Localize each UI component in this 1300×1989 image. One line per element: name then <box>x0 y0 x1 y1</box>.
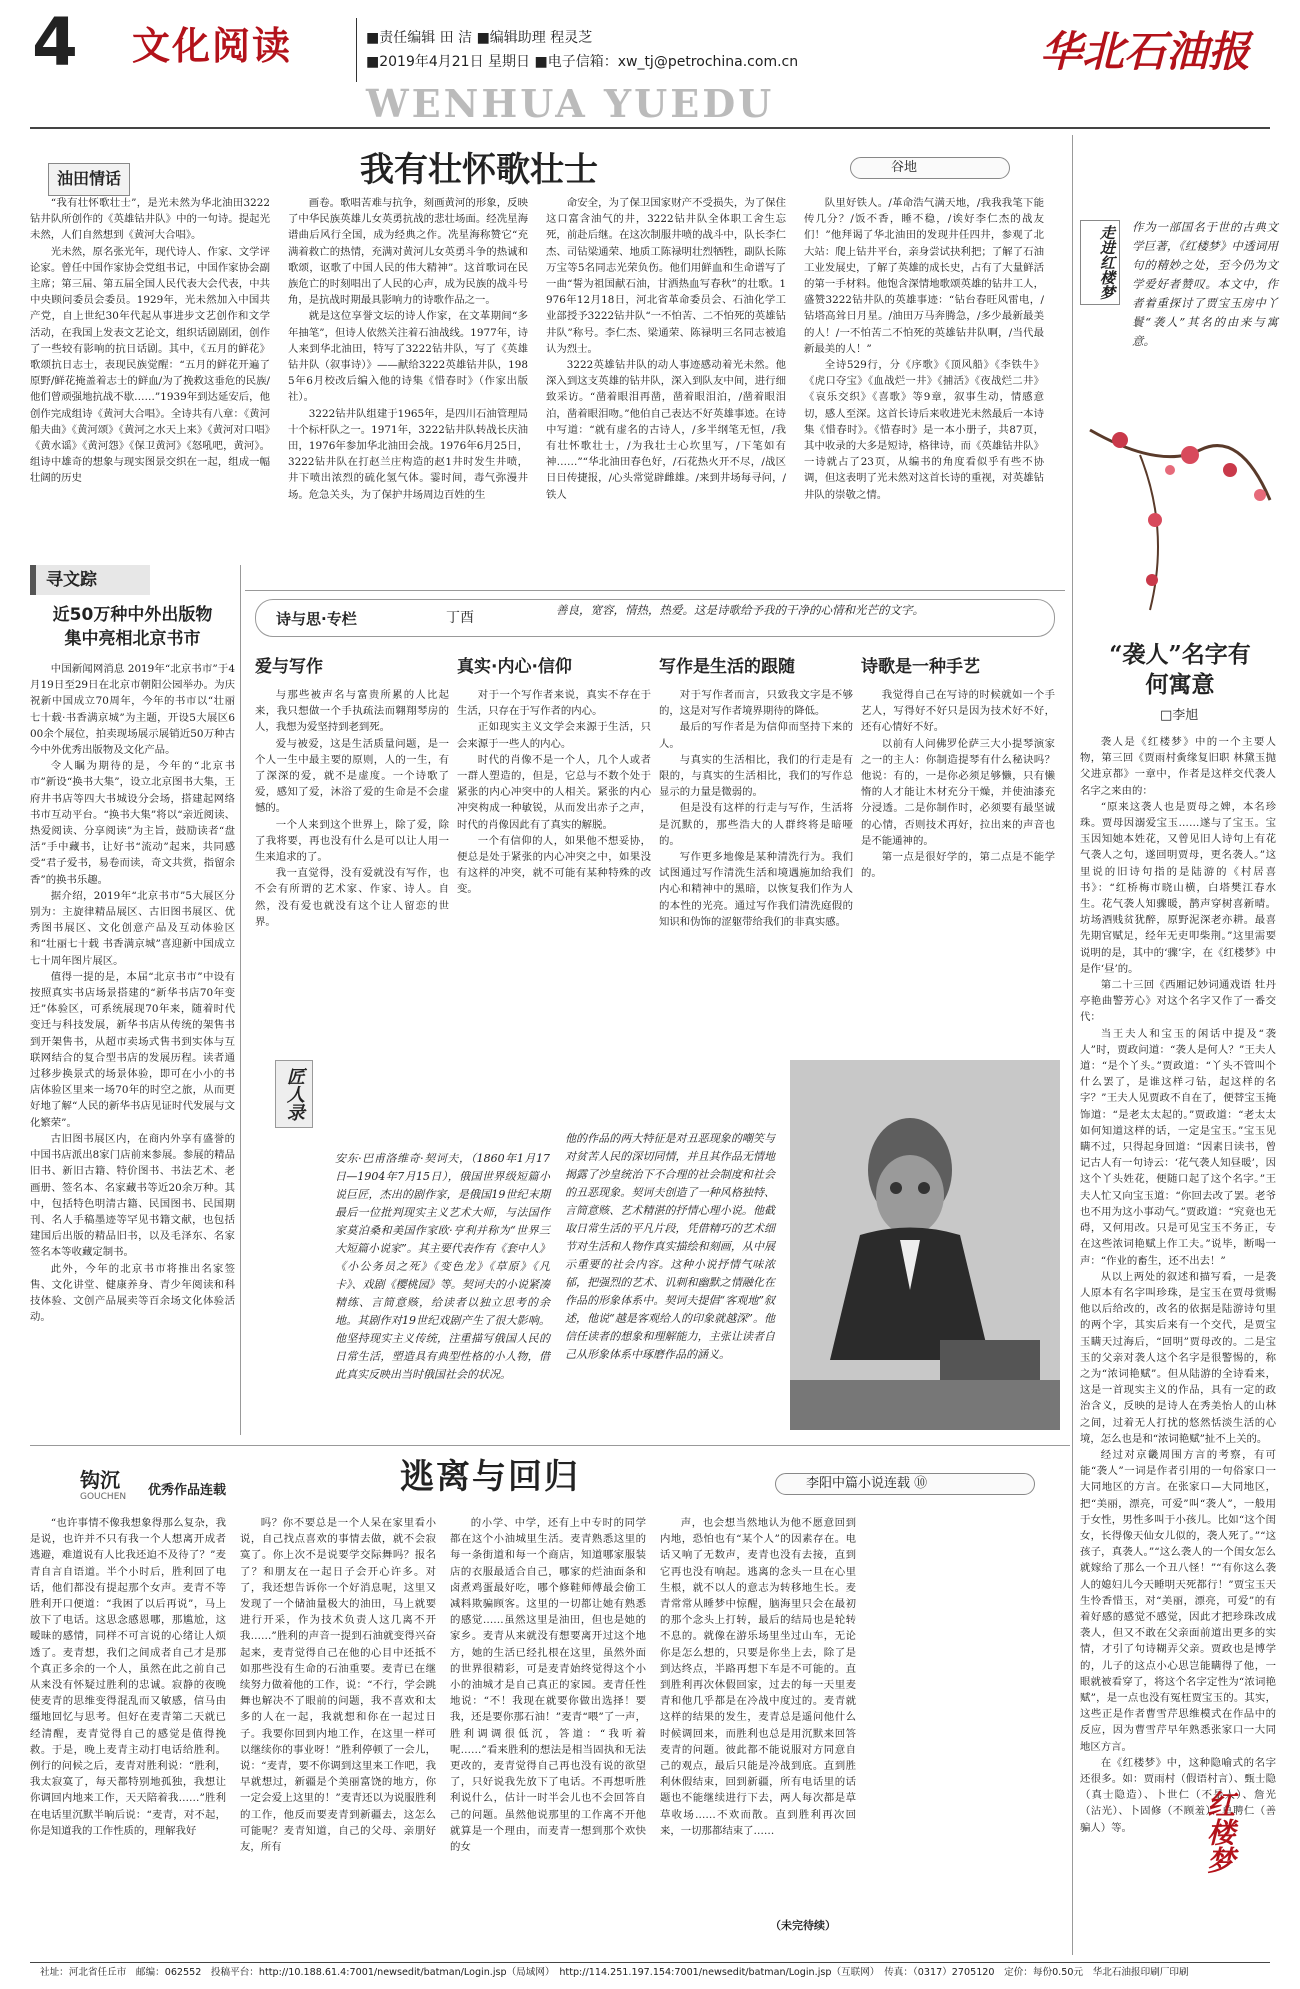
paragraph: 以前有人问佛罗伦萨三大小提琴演家之一的主人：你制造提琴有什么秘诀吗？他说：有的，一是你必须足够懒，只有懒惰的人才能让木材充分干燥，并使油漆充分浸透。二是你制作时，必须要有最坚诚的心情，否则技术再好，拉出来的声音也是不能通神的。 <box>861 737 1055 847</box>
paragraph: 经过对京畿周围方言的考察，有可能“袭人”一词是作者引用的一句俗家口一大同地区的方言。在张家口—大同地区，把“美丽，漂亮，可爱”叫“袭人”，一般用于女性，男性多叫于小孩儿。比如“这个闺女，长得像天仙女儿似的，袭人死了。”“这孩子，真袭人。”“这么袭人的一个闺女怎么就嫁给了那么一个丑八怪！”“有你这么袭人的媳妇儿今天睡明天死都行！”贾宝玉天生怜香惜玉，对“美丽，漂亮，可爱”的有着好感的感觉不感觉，因此才把珍珠改成袭人，但又不敢在父亲面前道出更多的实情，才引了句诗糊弄父亲。贾政也是博学的，儿子的这点小心思岂能瞒得了他，一眼就被看穿了，将这个名字定性为“浓词艳赋”，是一点也没有冤枉贾宝玉的。其实，这些正是作者曹雪芹思维模式在作品中的反应，因为曹雪芹早年熟悉张家口一大同地区方言。 <box>1080 1448 1276 1753</box>
section-title: 文化阅读 <box>132 24 293 68</box>
paragraph: 队里好铁人。/革命浩气满天地，/我我我笔下能传几分？/饭不香，睡不稳，/诶好李仁杰的战友们！”他拜谒了华北油田的发现井任四井，参观了北大站：爬上钻井平台，亲身尝试抉利把；了解了石油工业发展史，了解了英雄的成长史，占有了大量鲜活的第一手材料。他饱含深情地歌颂英雄的钻井工人，盛赞3222钻井队的英雄事迹：“钻台春旺风雷电，/钻塔高耸日月星。/油田万马奔腾急，/多少最新最美的人！/一不怕苦二不怕死的英雄钻井队啊，/当代最新最美的人！” <box>804 197 1044 355</box>
masthead-divider <box>356 18 357 82</box>
hlm-logo: 红楼梦 <box>1203 1790 1236 1874</box>
feature-author <box>850 157 1010 179</box>
paragraph: 最后的写作者是为信仰而坚持下来的人。 <box>659 721 853 750</box>
paragraph: 当王夫人和宝玉的闲话中提及“袭人”时，贾政问道：“袭人是何人？”王夫人道：“是个丫头。”贾政道：“丫头不管叫个什么罢了，是谁这样刁钻，起这样的名字？”王夫人见贾政不自在了，便替宝玉掩饰道：“是老太太起的。”贾政道：“老太太如何知道这样的话，一定是宝玉。”宝玉见瞒不过，只得起身回道：“因素日读书，曾记古人有一句诗云：‘花气袭人知昼暖’，因这个丫头姓花，便随口起了这个名字。”王夫人忙又向宝玉道：“你回去改了罢。老爷也不用为这小事动气。”贾政道：“究竟也无碍，又何用改。只是可见宝玉不务正，专在这些浓词艳赋上作工夫。”说毕，断喝一声：“作业的畜生，还不出去！” <box>1080 1027 1276 1267</box>
paragraph: 时代的肖像不是一个人，几个人或者一群人塑造的，但是，它总与不数个处于紧张的内心冲突中的人相关。紧张的内心冲突构成一种敏锐，从而发出赤子之声，时代的肖像因此有了真实的解脱。 <box>457 753 651 831</box>
paragraph: 值得一提的是，本届“北京书市”中设有按照真实书店场景搭建的“新华书店70年变迁”体验区，可系统展现70年来，随着时代变迁与科技发展，新华书店从传统的架售书到开架售书，从超市卖场式售书到实体与互联网结合的复合型书店的发展历程。读者通过移步换景式的场景体验，即可在小小的书店体验区里来一场70年的时空之旅，从而更好地了解“人民的新华书店见证时代发展与文化繁荣”。 <box>30 970 235 1129</box>
feature-article <box>30 135 1070 555</box>
paragraph: 在《红楼梦》中，这种隐喻式的名字还很多。如：贾雨村（假语村言）、甄士隐（真士隐造）、卜世仁（不是人）、詹光（沾光）、卜固修（不顾羞）、单聘仁（善骗人）等。 <box>1080 1756 1276 1834</box>
serial-column-en: GOUCHEN <box>80 1492 127 1502</box>
masthead <box>0 0 1300 125</box>
hlm-article <box>1080 640 1280 1960</box>
hlm-intro-box <box>1080 210 1280 400</box>
paragraph: 古旧图书展区内，在商内外享有盛誉的中国书店派出8家门店前来参展。参展的精品旧书、新旧古籍、特价图书、书法艺术、老画册、签名本、名家藏书等近20余万种。其中，包括特色明清古籍、民国图书、民国期刊、名人手稿墨迹等罕见书籍文献，也包括建国后出版的精品旧书，以及毛泽东、名家签名本等收藏定制书。 <box>30 1132 235 1259</box>
hlm-title-text: “袭人”名字有何寓意 <box>1109 641 1251 698</box>
paragraph: 3222钻井队组建于1965年，是四川石油管理局十个标杆队之一。1971年，3222钻井队转战长庆油田，1976年参加华北油田会战。1976年6月25日，3222钻井队在打赵兰庄构造的赵1井时发生井喷，井下喷出浓烈的硫化氢气体。霎时间，毒气弥漫井场。危急关头，为了保护井场周边百姓的生 <box>288 407 528 501</box>
paragraph: 对于写作者而言，只致我文字是不够的，这是对写作者境界期待的降低。 <box>659 689 853 718</box>
paper-logo: 华北石油报 <box>1040 27 1251 76</box>
jiangren-col-2: 他的作品的两大特征是对丑恶现象的嘲笑与对贫苦人民的深切同情，并且其作品无情地揭露了沙皇统治下不合理的社会制度和社会的丑恶现象。契诃夫创造了一种风格独特、言简意赅、艺术精湛的抒情心理小说。他截取日常生活的平凡片段，凭借精巧的艺术细节对生活和人物作真实描绘和刻画，从中展示重要的社会内容。这种小说抒情气味浓郁，把强烈的艺术、讥刺和幽默之情融化在作品的形象体系中。契诃夫提倡“客观地”叙述，他说“越是客观给人的印象就越深”。他信任读者的想象和理解能力，主张让读者自己从形象体系中琢磨作品的涵义。 <box>565 1132 775 1361</box>
feature-col-3 <box>546 195 786 547</box>
paragraph: 画卷。歌唱苦难与抗争，刻画黄河的形象，反映了中华民族英雄儿女英勇抗战的悲壮场面。经冼星海谱曲后风行全国，成为经典之作。冼星海称赞它“充满着救亡的热情，充满对黄河儿女英勇斗争的热诚和歌颂，讴歌了中国人民的伟大精神”。这首歌词在民族危亡的时刻唱出了人民的心声，成为民族的战斗号角，是抗战时期最具影响力的诗歌作品之一。 <box>288 197 528 307</box>
poetry-section-body <box>457 687 651 1007</box>
poetry-section-title: 诗歌是一种手艺 <box>861 657 980 677</box>
poetry-section <box>457 653 651 1013</box>
editor-line: ■责任编辑 田 洁 ■编辑助理 程灵芝 <box>366 30 593 46</box>
serial-top-rule <box>30 1445 1070 1446</box>
feature-col-1 <box>30 195 270 547</box>
poetry-column-name: 诗与思·专栏 <box>276 610 357 628</box>
poetry-section <box>861 653 1055 1013</box>
hlm-body <box>1080 734 1276 1834</box>
paragraph: 一个有信仰的人，如果他不想妥协，便总是处于紧张的内心冲突之中，如果没有这样的冲突，就不可能有某种特殊的改变。 <box>457 834 651 896</box>
poetry-column <box>245 590 1065 1020</box>
serial-col-1: “也许事情不像我想象得那么复杂，我是说，也许并不只有我一个人想离开成者逃避，难道说有人比我还迫不及待了？”麦青自言自语道。半个小时后，胜利回了电话，他们都没有提起那个女声。麦青不等胜利开口便道：“我困了以后再说”，马上放下了电话。这思念感恩哪，那尴尬，这暧昧的感情，同样不可言说的心绪让人烦透了。麦青想，我们之间成者自己才是那个真正多余的一个人，虽然在此之前自己从来没有怀疑过胜利的忠诚。寂静的夜晚使麦青的思维变得混乱而又敏感，信马由缰地回忆与思考。但好在麦青第二天就已经清醒，麦青觉得自己的感觉是值得挽救。于是，晚上麦青主动打电话给胜利。例行的问候之后，麦青对胜利说：“胜利，我太寂寞了，每天都特别地孤独，我想让你调回内地来工作，天天陪着我……”胜利在电话里沉默半晌后说：“麦青，对不起，你是知道我的工作性质的，理解我好 <box>30 1517 226 1837</box>
paragraph: 与真实的生活相比，我们的行走是有限的，与真实的生活相比，我们的写作总显示的力量是微弱的。 <box>659 753 853 799</box>
feature-col-4 <box>804 195 1044 547</box>
chekhov-portrait <box>790 1060 1060 1430</box>
serial-subtitle: 优秀作品连载 <box>148 1483 227 1498</box>
separator <box>240 565 241 1435</box>
paragraph: 爱与被爱，这是生活质量问题，是一个人一生中最主要的原则，人的一生，有了深深的爱，就不是虚度。一个诗歌了爱，感知了爱，沐浴了爱的生命是不会虚憾的。 <box>255 737 449 815</box>
jiangren-col-1: 安东·巴甫洛维奇·契诃夫，（1860年1月17日—1904年7月15日），俄国世界级短篇小说巨匠，杰出的剧作家，是俄国19世纪末期最后一位批判现实主义艺术大师，与法国作家莫泊桑和美国作家欧·亨利并称为“世界三大短篇小说家”。其主要代表作有《套中人》《小公务员之死》《变色龙》《草原》《凡卡》、戏剧《樱桃园》等。契诃夫的小说紧凑精练、言简意赅，给读者以独立思考的余地。其剧作对19世纪戏剧产生了很大影响。他坚持现实主义传统，注重描写俄国人民的日常生活，塑造具有典型性格的小人物，借此真实反映出当时俄国社会的状况。 <box>335 1152 550 1381</box>
hlm-body-tail <box>1080 1790 1190 1930</box>
jiangren-tag: 匠人录 <box>275 1060 313 1128</box>
paragraph: 据介绍，2019年“北京书市”5大展区分别为：主旋律精品展区、古旧图书展区、优秀图书展区、文化创意产品及互动体验区和“壮丽七十载 书香满京城”喜迎新中国成立七十周年图片展区。 <box>30 889 235 967</box>
paragraph: 中国新闻网消息 2019年“北京书市”于4月19日至29日在北京市朝阳公园举办。为庆祝新中国成立70周年，今年的书市以“壮丽七十载·书香满京城”为主题，开设5大展区600余个展位，拍卖现场展示展销近50万种古今中外优秀出版物及文化产品。 <box>30 663 235 757</box>
poetry-section-title: 真实·内心·信仰 <box>457 657 572 677</box>
poetry-section-body <box>861 687 1055 1007</box>
plum-blossom-illustration <box>1080 410 1280 640</box>
serial-section <box>30 1445 1070 1950</box>
hlm-intro: 作为一部国名于世的古典文学巨著，《红楼梦》中透词用句的精妙之处，至今仍为文学爱好者赞叹。本文中，作者着重探讨了贾宝玉房中丫鬟“袭人”其名的由来与寓意。 <box>1132 220 1278 348</box>
poetry-section-title: 爱与写作 <box>255 657 323 677</box>
poetry-section-body <box>659 687 853 1007</box>
paragraph: 第二十三回《西厢记妙词通戏语 牡丹亭艳曲警芳心》对这个名字又作了一番交代： <box>1080 979 1276 1024</box>
paragraph: 但是没有这样的行走与写作，生活将是沉默的，那些浩大的人群终将是暗哑的。 <box>659 802 853 847</box>
hlm-column-badge: 走进红楼梦 <box>1080 220 1120 305</box>
paragraph: 我觉得自己在写诗的时候就如一个手艺人，写得好不好只是因为技术好不好，还有心情好不好。 <box>861 689 1055 734</box>
serial-col-2: 吗？你不要总是一个人呆在家里看小说，自己找点喜欢的事情去做，就不会寂寞了。你上次不是说要学交际舞吗？报名了？和朋友在一起日子会开心许多。对了，我还想告诉你一个好消息呢，这里又发现了一个储油量极大的油田，马上就要进行开采，作为技术负责人这几离不开我……”胜利的声音一提到石油就变得兴奋起来，麦青觉得自己在他的心目中还抵不如那些没有生命的石油重要。麦青已在继续努力做着他的工作，说：“不行，学会跳舞也解决不了眼前的问题，我不喜欢和太多的人在一起，我就想和你在一起过日子。我要你回到内地工作，在这里一样可以继续你的事业呀！”胜利停顿了一会儿，说：“麦青，要不你调到这里来工作吧，我早就想过，新疆是个美丽富饶的地方，你一定会爱上这里的！”麦青还以为说服胜利的工作，他反而要麦青到新疆去，这怎么可能呢？麦青知道，自己的父母、亲朋好友，所有 <box>240 1517 436 1854</box>
paragraph: 令人瞩为期待的是，今年的“北京书市”新设“换书大集”，设立北京图书大集，王府井书店等四大书城设分会场，搭建起网络书市互动平台。“换书大集”将以“亲近阅读、热爱阅读、分享阅读”为主旨，鼓励读者“盘活”手中藏书，让好书“流动”起来，共同感受“君子爱书，易卷而读，奇文共赏，指留余香”的换书乐趣。 <box>30 760 235 886</box>
poetry-section-title: 写作是生活的跟随 <box>659 657 795 677</box>
paragraph: 袭人是《红楼梦》中的一个主要人物，第三回《贾雨村夤缘复旧职 林黛玉抛父进京都》一章中，作者是这样交代袭人名字之来由的： <box>1080 736 1276 797</box>
xunwen-title-1: 近50万种中外出版物 <box>52 605 213 625</box>
serial-title: 逃离与回归 <box>400 1457 580 1497</box>
paragraph: 全诗529行，分《序歌》《顶风船》《李铁牛》《虎口夺宝》《血战烂一井》《捕活》《夜战烂二井》《哀乐交织》《喜歌》等9章，叙事生动，情感意切，感人至深。这首长诗后来收进光未然最后一本诗集《惜春时》。《惜春时》是一本小册子，共87页，其中收录的大多是短诗，格律诗，而《英雄钻井队》一诗就占了23页，从编书的角度看似乎有些不协调，但这表明了光未然对这首长诗的重视，对英雄钻井队的崇敬之情。 <box>804 359 1044 501</box>
paragraph: 3222英雄钻井队的动人事迹感动着光未然。他深入到这支英雄的钻井队，深入到队友中间，进行细致采访。“凿着眼泪再凿，凿着眼泪泊，/凿着眼泪泊，凿着眼泪吻。”他伯自己表达不好英雄事迹。在诗中写道：“就有虚名的古诗人，/多半纲笔无恒，/我有壮怀歌壮士，/为我壮士心坎里写，/下笔如有神……”“华北油田春色好，/石花热火开不尽，/战区日日传捷报，/心头常觉辟雌雄。/来到井场每寻问，/铁人 <box>546 359 786 501</box>
paragraph: 命安全，为了保卫国家财产不受损失，为了保住这口富含油气的井，3222钻井队全体职工舍生忘死，前赴后继。在这次制服井喷的战斗中，队长李仁杰、司钻梁通荣、地质工陈禄明壮烈牺牲，副队长陈万宝等5名同志光荣负伤。他们用鲜血和生命谱写了一曲“誓为祖国献石油，甘洒热血写春秋”的壮歌。1976年12月18日，河北省革命委员会、石油化学工业部授予3222钻井队“一不怕苦、二不怕死的英雄钻井队”称号。李仁杰、梁通荣、陈禄明三名同志被追认为烈士。 <box>546 197 786 355</box>
masthead-rule <box>30 127 1270 129</box>
paragraph: 光未然，原名张光年，现代诗人、作家、文学评论家。曾任中国作家协会党组书记，中国作家协会副主席；第三届、第五届全国人民代表大会代表，中共中央顾问委员会委员。1929年，光未然加入中国共产党，自上世纪30年代起从事进步文艺创作和文学活动，在我国上发表文艺论文，组织话剧剧团，创作了一些较有影响的抗日话剧。其中，《五月的鲜花》歌颂抗日志士，表现民族觉醒：“五月的鲜花开遍了原野/鲜花掩盖着志士的鲜血/为了挽救这垂危的民族/他们曾顽强地抗战不歇……”1939年到达延安后，他创作完成组诗《黄河大合唱》。全诗共有八章：《黄河船夫曲》《黄河颂》《黄河之水天上来》《黄河对口唱》《黄水谣》《黄河怨》《保卫黄河》《怒吼吧，黄河》。组诗中雄奇的想象与现实图景交织在一起，组成一幅壮阔的历史 <box>30 245 270 485</box>
hlm-author: □李旭 <box>1160 708 1199 723</box>
paragraph: 就是这位享誉文坛的诗人作家，在文革期间“多年抽笔”，但诗人依然关注着石油战线。1977年，诗人来到华北油田，特写了3222钻井队，写了《英雄钻井队（叙事诗）》——献给3222英雄钻井队，1985年6月校改后编入他的诗集《惜春时》（作家出版社）。 <box>288 310 528 404</box>
hlm-title <box>1080 640 1280 700</box>
serial-to-be-continued: （未完待续） <box>770 1919 836 1932</box>
poetry-section <box>255 653 449 1013</box>
paragraph: 写作更多地像是某种清洗行为。我们试图通过写作清洗生活和境遇施加给我们内心和精神中的黑暗，以恢复我们作为人的本性的光亮。通过写作我们清洗庭假的知识和伪饰的涩躯带给我们的非真实感。 <box>659 851 853 928</box>
poetry-header <box>255 599 1055 637</box>
separator <box>1072 135 1073 1955</box>
serial-column: 钩沉 <box>80 1468 120 1492</box>
paragraph: 一个人来到这个世界上，除了爱，除了我将要，再也没有什么是可以让人用一生来追求的了。 <box>255 818 449 864</box>
serial-col-3: 的小学、中学，还有上中专时的同学都在这个小油城里生活。麦青熟悉这里的每一条街道和每一个商店，知道哪家服装店的衣服最适合自己，哪家的烂油面条和卤煮鸡蛋最好吃，哪个修鞋师傅最会偷工减料欺骗顾客。这里的一切都让她有熟悉的感觉……虽然这里是油田，但也是她的家乡。麦青从来就没有想要离开过这个地方，她的生活已经扎根在这里，虽然外面的世界很精彩，可是麦青始终觉得这个小小的油城才是自己真正的家园。麦青任性地说：“不！我现在就要你做出选择！要我，还是要你那石油！”麦青“喂”了一声，胜利调调很低沉，答道：“我听着呢……”看来胜利的想法是相当固执和无法更改的，麦青觉得自己再也没有说的欲望了，只好说我先放下了电话。不再想听胜利说什么，估计一时半会儿也不会回答自己的问题。虽然他说那里的工作离不开他就算是一个理由，而麦青一想到那个欢快的女 <box>450 1517 646 1854</box>
author-name: 谷地 <box>891 160 918 175</box>
xunwen-title-2: 集中亮相北京书市 <box>64 629 201 649</box>
paragraph: 此外，今年的北京书市将推出名家签售、文化讲堂、健康养身、青少年阅读和科技体验、文创产品展卖等百余场文化体验活动。 <box>30 1262 235 1324</box>
poetry-motto: 善良，宽容，情热，热爱。这是诗歌给予我的干净的心情和光芒的文字。 <box>556 603 924 617</box>
serial-author-tag <box>775 1473 1035 1495</box>
poetry-author: 丁酉 <box>446 610 474 626</box>
serial-author: 李阳中篇小说连载 ⑩ <box>806 1476 928 1491</box>
date-line: ■2019年4月21日 星期日 ■电子信箱：xw_tj@petrochina.com.cn <box>366 54 799 70</box>
paragraph: “原来这袭人也是贾母之婢，本名珍珠。贾母因溺爱宝玉……遂与了宝玉。宝玉因知她本姓花，又曾见旧人诗句上有花气袭人之句，遂回明贾母，更名袭人。”这里说的旧诗句指的是陆游的《村居喜书》：“红桥梅市晓山横，白塔樊江春水生。花气袭人知骤暖，鹊声穿树喜新晴。坊场酒贱贫犹醉，原野泥深老亦耕。最喜先期官赋足，经年无吏叩柴荆。”这里需要说明的是，其中的‘骤’字，在《红楼梦》中是作‘昼’的。 <box>1080 800 1276 975</box>
column-badge: 油田情话 <box>48 163 130 196</box>
paragraph: 对于一个写作者来说，真实不存在于生活，只存在于写作者的内心。 <box>457 689 651 718</box>
paragraph: 我一直觉得，没有爱就没有写作，也不会有所谓的艺术家、作家、诗人。自然，没有爱也就没有这个让人留恋的世界。 <box>255 867 449 928</box>
section-pinyin: WENHUA YUEDU <box>366 81 775 126</box>
paragraph: 与那些被声名与富贵所累的人比起来，我只想做一个手执疏法而翱翔琴房的人，我想为爱坚持到老到死。 <box>255 689 449 734</box>
poetry-section-body <box>255 687 449 1007</box>
jiangren-column <box>245 1040 1065 1440</box>
page-number: 4 <box>32 4 78 81</box>
xunwen-tag: 寻文踪 <box>30 565 150 595</box>
paragraph: 第一点是很好学的，第二点是不能学的。 <box>861 851 1055 880</box>
footer-text: 社址：河北省任丘市 邮编：062552 投稿平台：http://10.188.61.4:7001/newsedit/batman/Login.jsp（局域网） http://114.251.197.154:7001/newsedit/batman/Login.jsp（互联网） 传真：（0317）2705120 定价：每份0.50元 华北石油报印刷厂印刷 <box>40 1967 1189 1978</box>
serial-col-4: 声，也会想当然地认为他不愿意回到内地，恐怕也有“某个人”的因素存在。电话又响了无数声，麦青也没有去接，直到它再也没有响起。逃离的念头一旦在心里生根，就不以人的意志为转移地生长。麦青常常从睡梦中惊醒，脑海里只会在最初的那个念头上打转，最后的结局也是轮转不息的。就像在游乐场里坐过山车，无论你是怎么想的，只要是你坐上去，除了是到达终点，半路再想下车是不可能的。直到胜利再次休假回家，过去的每一天里麦青和他几乎都是在冷战中度过的。麦青就这样的结果的发生，麦青总是遥问他什么时候调回来，而胜利也总是用沉默来回答麦青的问题。彼此都不能说服对方同意自己的观点，最后只能是冷战到底。直到胜利休假结束，回到新疆，所有电话里的话题也不能继续进行下去，两人每次都是草草收场……不欢而散。直到胜利再次回来，一切那都结束了…… <box>660 1517 856 1837</box>
poetry-section <box>659 653 853 1013</box>
footer-rule <box>30 1962 1270 1963</box>
paragraph: 正如现实主义文学会来源于生活，只会来源于一些人的内心。 <box>457 721 651 750</box>
feature-col-2 <box>288 195 528 547</box>
feature-title: 我有壮怀歌壮士 <box>360 150 598 190</box>
paragraph: 从以上两处的叙述和描写看，一是袭人原本有名字叫珍珠，是宝玉在贾母赏赐他以后给改的，改名的依据是陆游诗句里的两个字，其实后来有一个交代，是贾宝玉瞒天过海后，“回明”贾母改的。二是宝玉的父亲对袭人这个名字是很警惕的，称之为“浓词艳赋”。但从陆游的全诗看来，这是一首现实主义的作品，具有一定的政治含义，反映的是诗人在秀美怡人的山林之间，过着无人打扰的悠然恬淡生活的心境，怎么也是和“浓词艳赋”扯不上关的。 <box>1080 1270 1276 1445</box>
paragraph: “我有壮怀歌壮士”，是光未然为华北油田3222钻井队所创作的《英雄钻井队》中的一句诗。提起光未然，人们自然想到《黄河大合唱》。 <box>30 197 270 242</box>
